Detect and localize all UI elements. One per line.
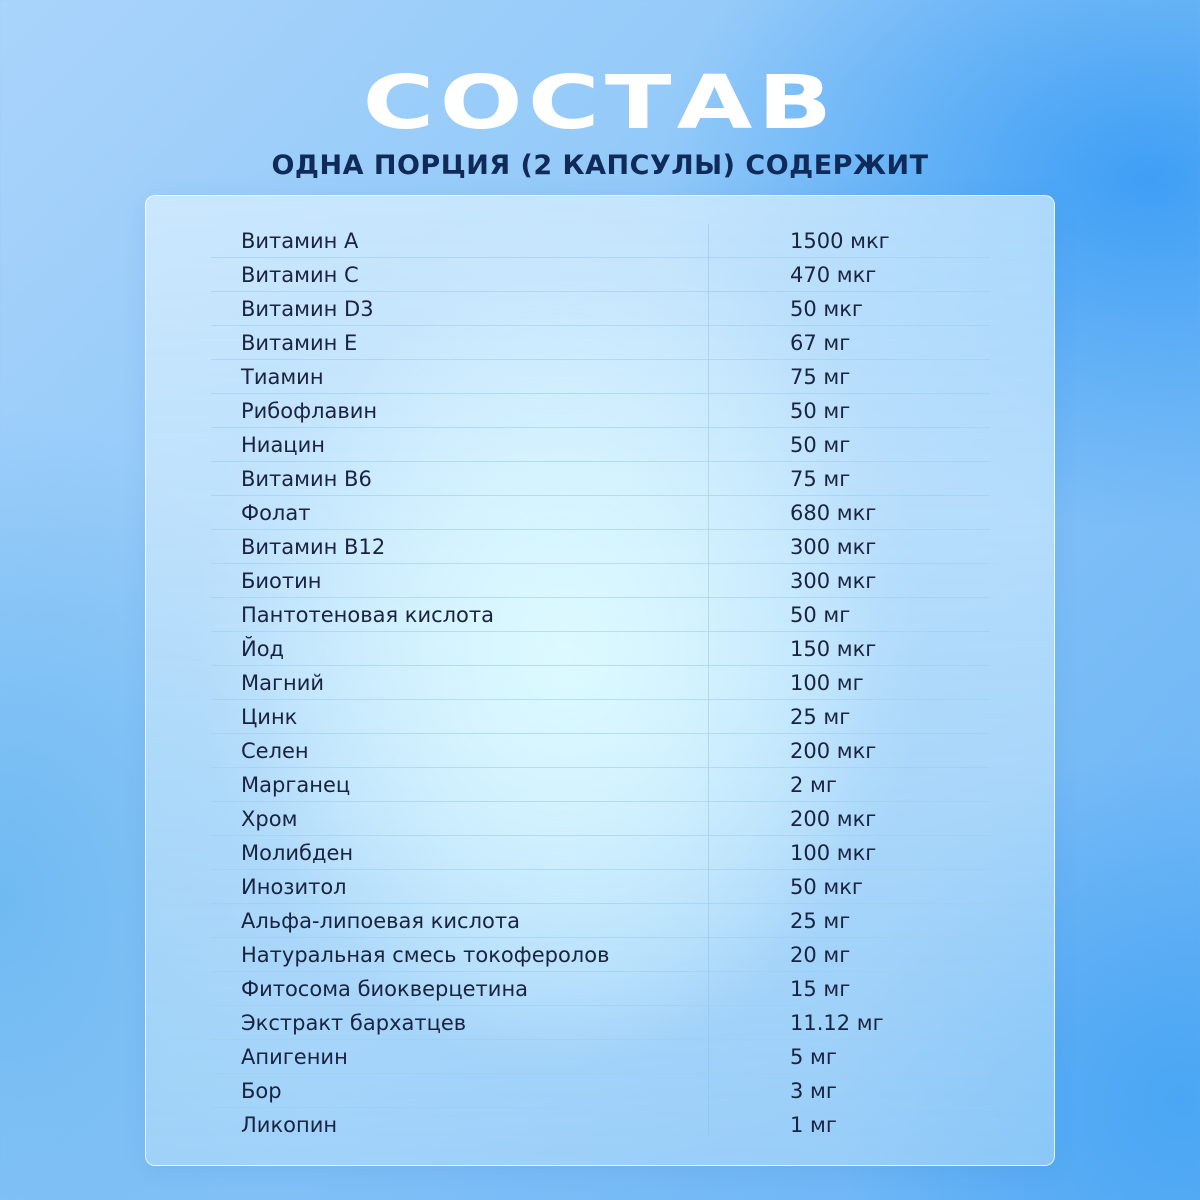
ingredient-amount: 75 мг bbox=[790, 467, 851, 491]
composition-card bbox=[145, 195, 1055, 1166]
ingredient-amount: 50 мкг bbox=[790, 297, 863, 321]
ingredient-name: Хром bbox=[241, 807, 298, 831]
ingredient-name: Тиамин bbox=[241, 365, 324, 389]
ingredient-name: Апигенин bbox=[241, 1045, 348, 1069]
table-row bbox=[211, 462, 990, 496]
page-title: СОСТАВ bbox=[362, 60, 838, 146]
table-row bbox=[211, 258, 990, 292]
table-row bbox=[211, 360, 990, 394]
ingredient-amount: 1 мг bbox=[790, 1113, 837, 1137]
ingredient-name: Ликопин bbox=[241, 1113, 338, 1137]
ingredient-amount: 200 мкг bbox=[790, 739, 877, 763]
ingredient-name: Цинк bbox=[241, 705, 298, 729]
ingredient-name: Витамин С bbox=[241, 263, 359, 287]
table-row bbox=[211, 1040, 990, 1074]
ingredient-name: Бор bbox=[241, 1079, 282, 1103]
ingredient-name: Селен bbox=[241, 739, 309, 763]
ingredient-amount: 470 мкг bbox=[790, 263, 877, 287]
ingredient-amount: 100 мг bbox=[790, 671, 864, 695]
ingredient-amount: 200 мкг bbox=[790, 807, 877, 831]
ingredient-amount: 50 мг bbox=[790, 603, 851, 627]
table-row bbox=[211, 938, 990, 972]
ingredient-amount: 680 мкг bbox=[790, 501, 877, 525]
ingredient-name: Марганец bbox=[241, 773, 351, 797]
ingredient-name: Инозитол bbox=[241, 875, 347, 899]
ingredient-name: Фитосома биокверцетина bbox=[241, 977, 529, 1001]
ingredient-amount: 150 мкг bbox=[790, 637, 877, 661]
table-row bbox=[211, 1074, 990, 1108]
table-row bbox=[211, 224, 990, 258]
ingredient-amount: 1500 мкг bbox=[790, 229, 890, 253]
ingredient-name: Экстракт бархатцев bbox=[241, 1011, 467, 1035]
ingredient-amount: 25 мг bbox=[790, 705, 851, 729]
ingredient-amount: 3 мг bbox=[790, 1079, 837, 1103]
table-row bbox=[211, 734, 990, 768]
ingredient-amount: 20 мг bbox=[790, 943, 851, 967]
ingredient-amount: 50 мг bbox=[790, 399, 851, 423]
ingredient-name: Пантотеновая кислота bbox=[241, 603, 495, 627]
table-row bbox=[211, 564, 990, 598]
page-subtitle: ОДНА ПОРЦИЯ (2 КАПСУЛЫ) СОДЕРЖИТ bbox=[271, 150, 929, 181]
ingredient-amount: 5 мг bbox=[790, 1045, 837, 1069]
table-row bbox=[211, 394, 990, 428]
table-row bbox=[211, 292, 990, 326]
table-row bbox=[211, 836, 990, 870]
ingredient-name: Ниацин bbox=[241, 433, 325, 457]
table-row bbox=[211, 972, 990, 1006]
ingredient-amount: 67 мг bbox=[790, 331, 851, 355]
ingredient-name: Витамин В6 bbox=[241, 467, 372, 491]
ingredient-name: Витамин В12 bbox=[241, 535, 386, 559]
ingredient-name: Молибден bbox=[241, 841, 354, 865]
ingredient-amount: 300 мкг bbox=[790, 535, 877, 559]
ingredient-name: Натуральная смесь токоферолов bbox=[241, 943, 610, 967]
ingredient-amount: 300 мкг bbox=[790, 569, 877, 593]
table-row bbox=[211, 768, 990, 802]
table-row bbox=[211, 598, 990, 632]
ingredient-amount: 11.12 мг bbox=[790, 1011, 884, 1035]
ingredient-amount: 75 мг bbox=[790, 365, 851, 389]
ingredient-name: Фолат bbox=[241, 501, 311, 525]
table-row bbox=[211, 326, 990, 360]
ingredient-name: Рибофлавин bbox=[241, 399, 378, 423]
ingredient-name: Йод bbox=[241, 637, 285, 661]
ingredient-name: Биотин bbox=[241, 569, 322, 593]
table-row bbox=[211, 870, 990, 904]
ingredient-amount: 100 мкг bbox=[790, 841, 877, 865]
ingredient-name: Витамин Е bbox=[241, 331, 358, 355]
table-row bbox=[211, 428, 990, 462]
ingredient-amount: 15 мг bbox=[790, 977, 851, 1001]
table-row bbox=[211, 496, 990, 530]
table-row bbox=[211, 530, 990, 564]
ingredient-amount: 50 мкг bbox=[790, 875, 863, 899]
table-row bbox=[211, 1108, 990, 1142]
composition-table bbox=[211, 224, 990, 1142]
table-row bbox=[211, 802, 990, 836]
ingredient-amount: 25 мг bbox=[790, 909, 851, 933]
ingredient-name: Витамин А bbox=[241, 229, 359, 253]
table-row bbox=[211, 904, 990, 938]
ingredient-amount: 50 мг bbox=[790, 433, 851, 457]
ingredient-name: Магний bbox=[241, 671, 325, 695]
ingredient-amount: 2 мг bbox=[790, 773, 837, 797]
table-row bbox=[211, 666, 990, 700]
table-row bbox=[211, 632, 990, 666]
ingredient-name: Альфа-липоевая кислота bbox=[241, 909, 520, 933]
table-row bbox=[211, 700, 990, 734]
table-row bbox=[211, 1006, 990, 1040]
ingredient-name: Витамин D3 bbox=[241, 297, 374, 321]
